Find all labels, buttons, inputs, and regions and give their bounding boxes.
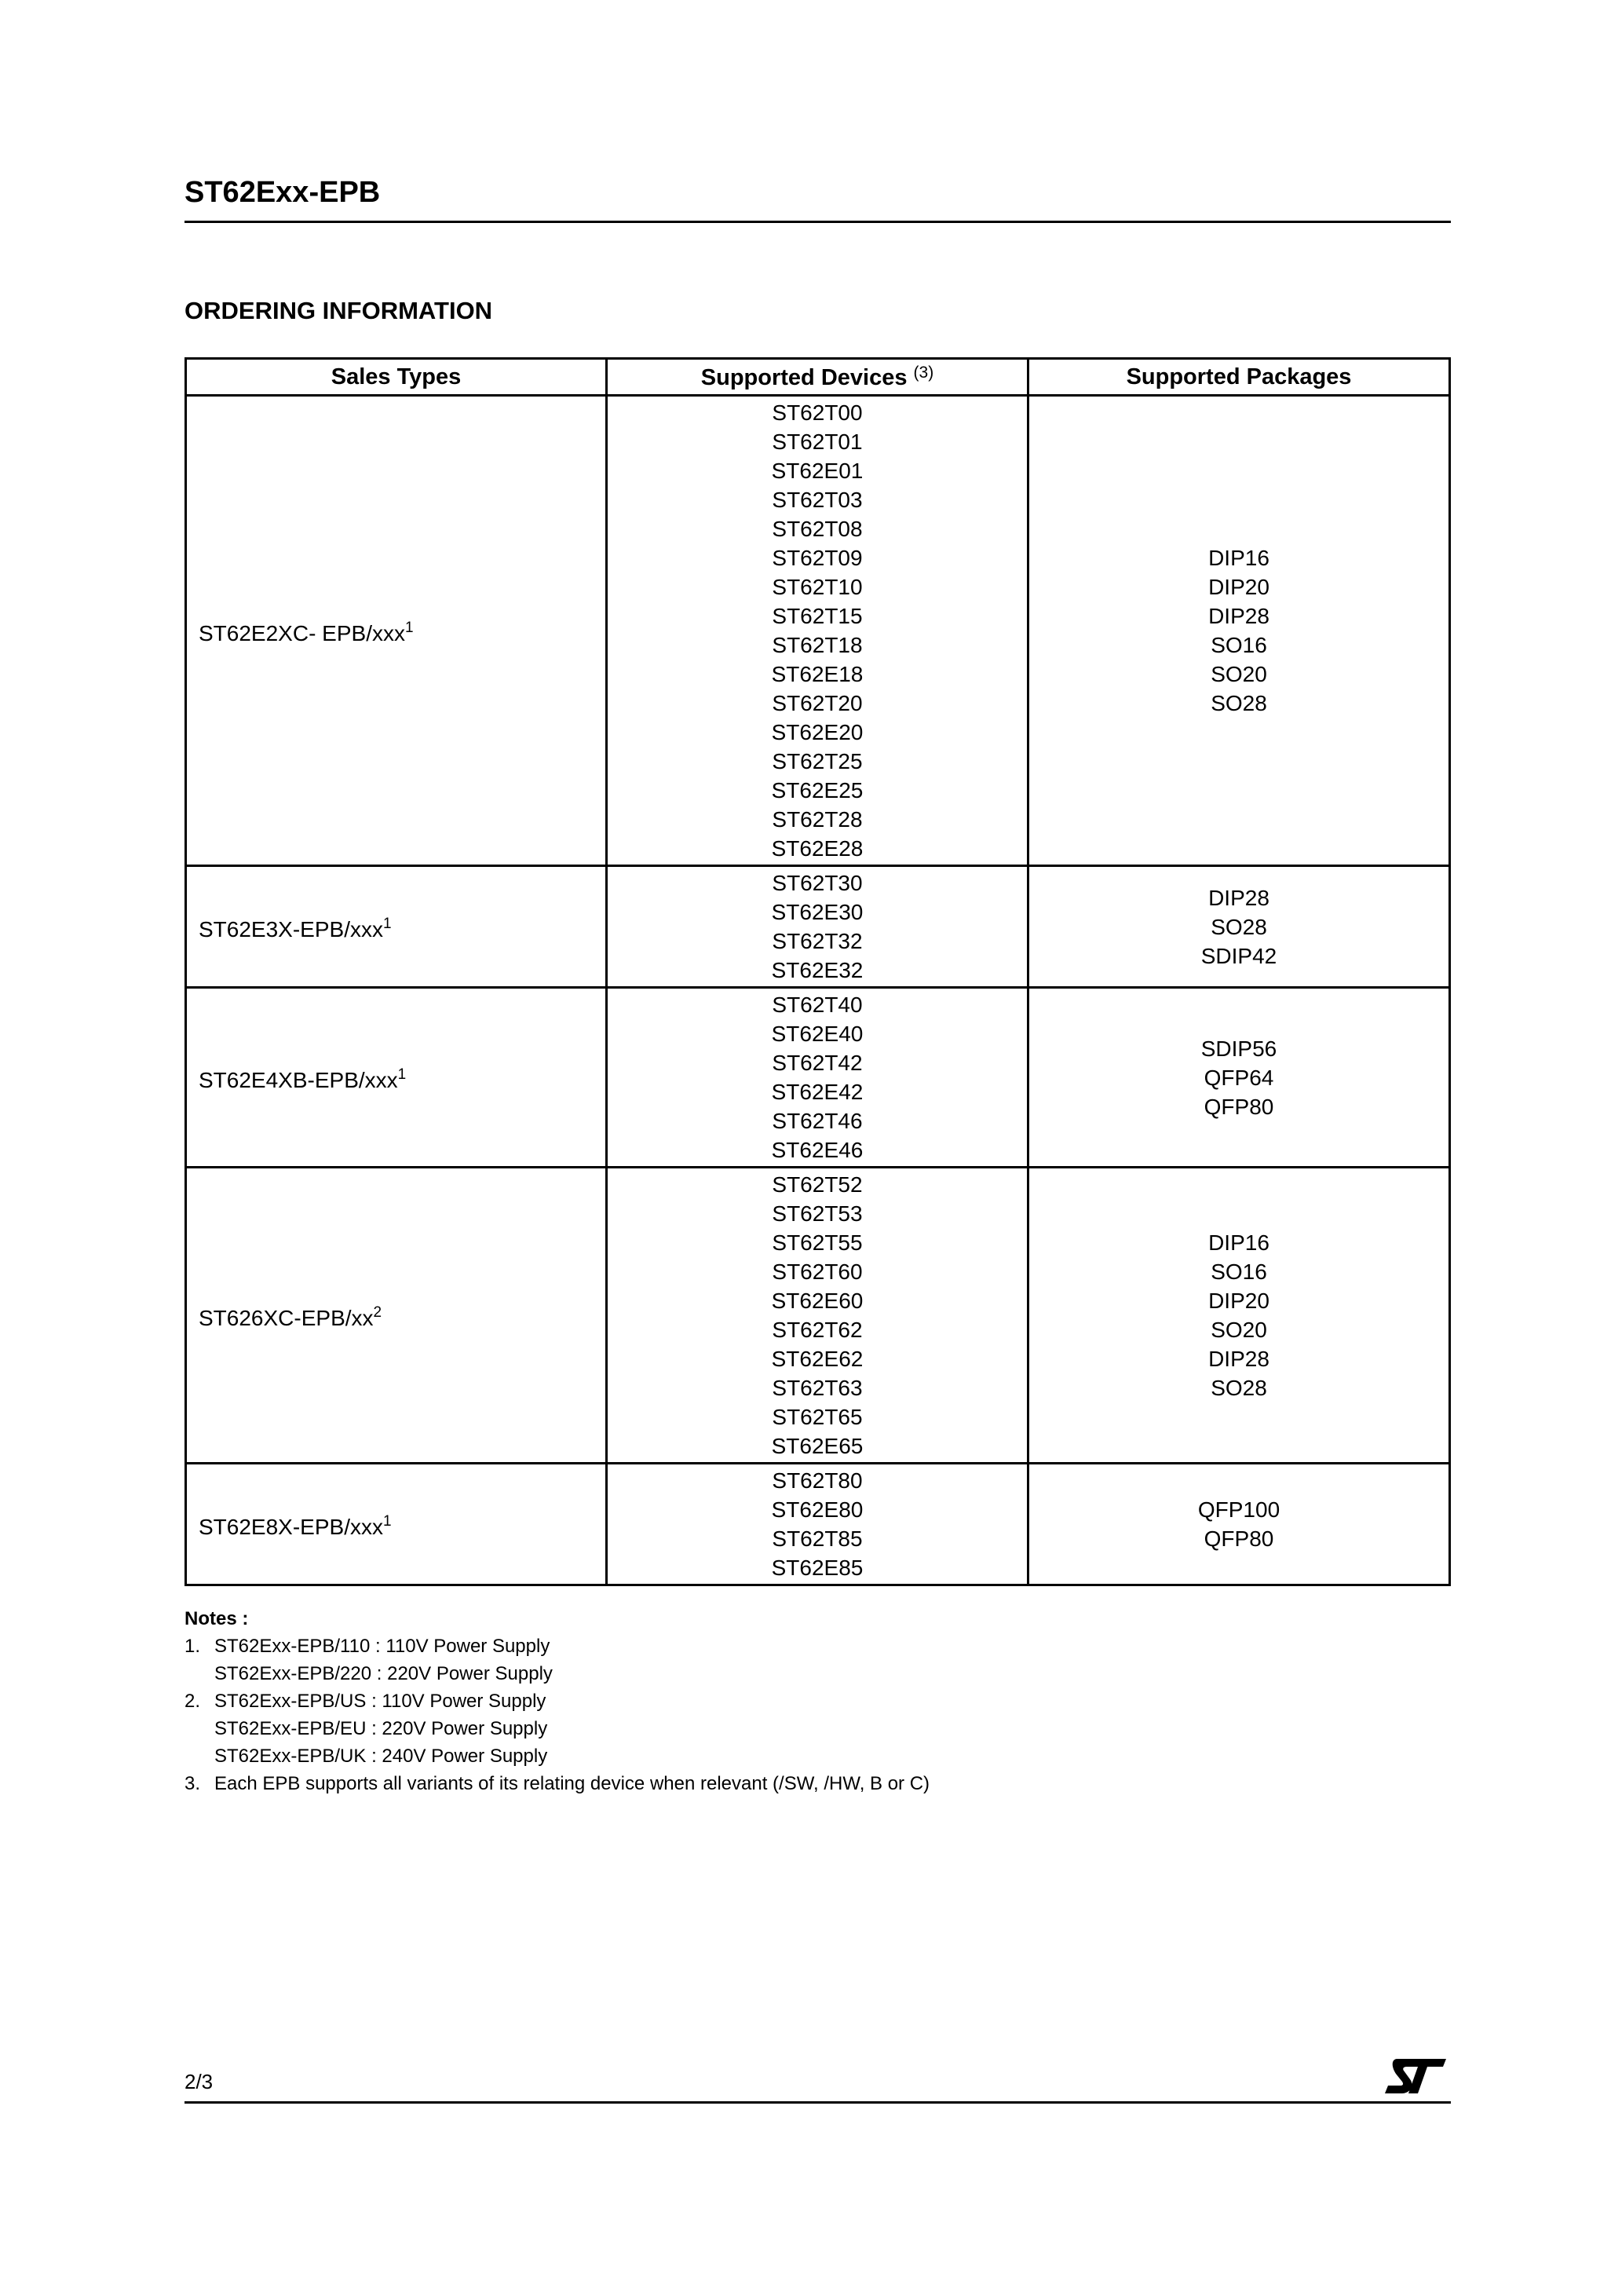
device-item: ST62E25 <box>771 778 864 803</box>
device-item: ST62E42 <box>771 1080 864 1104</box>
table-row <box>186 866 1450 988</box>
device-item: ST62T63 <box>772 1376 863 1400</box>
device-item: ST62E32 <box>771 958 864 982</box>
table-row <box>186 988 1450 1168</box>
column-header-label: Sales Types <box>331 364 462 389</box>
device-item: ST62T09 <box>772 546 863 570</box>
note-line <box>184 1715 930 1742</box>
device-item: ST62T28 <box>772 807 863 832</box>
package-item: SO28 <box>1211 691 1267 715</box>
notes-list <box>184 1632 930 1797</box>
table-row <box>186 396 1450 866</box>
page-number: 2/3 <box>184 2070 214 2093</box>
sales-type-cell <box>186 396 607 866</box>
note-line <box>184 1687 930 1715</box>
package-item: SO16 <box>1211 633 1267 657</box>
device-item: ST62T53 <box>772 1201 863 1226</box>
device-item: ST62E62 <box>771 1347 864 1371</box>
table-header-row <box>186 359 1450 396</box>
header-divider <box>184 221 1451 223</box>
package-item: DIP28 <box>1208 1347 1269 1371</box>
package-item: QFP80 <box>1204 1526 1274 1551</box>
footnote-ref: (3) <box>913 363 934 382</box>
device-item: ST62E65 <box>771 1434 864 1458</box>
supported-devices-cell <box>607 866 1028 988</box>
supported-devices-cell <box>607 1464 1028 1585</box>
document-title: ST62Exx-EPB <box>184 176 381 209</box>
device-item: ST62E40 <box>771 1022 864 1046</box>
device-item: ST62T52 <box>772 1172 863 1197</box>
note-text: Each EPB supports all variants of its relating device when relevant (/SW, /HW, B or C) <box>214 1773 930 1794</box>
device-item: ST62T25 <box>772 749 863 773</box>
note-text: ST62Exx-EPB/US : 110V Power Supply <box>214 1691 546 1712</box>
device-item: ST62T01 <box>772 430 863 454</box>
device-item: ST62E20 <box>771 720 864 744</box>
supported-packages-cell <box>1028 988 1450 1168</box>
device-item: ST62T85 <box>772 1526 863 1551</box>
device-item: ST62T18 <box>772 633 863 657</box>
device-item: ST62E85 <box>771 1556 864 1580</box>
device-item: ST62T46 <box>772 1109 863 1133</box>
package-item: DIP28 <box>1208 885 1269 910</box>
note-number: 1. <box>184 1636 201 1657</box>
sales-type-cell <box>186 1464 607 1585</box>
st-logo-icon <box>1383 2054 1449 2098</box>
supported-packages-cell <box>1028 866 1450 988</box>
sales-type-label: ST62E8X-EPB/xxx <box>199 1515 383 1539</box>
package-item: DIP16 <box>1208 546 1269 570</box>
device-item: ST62E80 <box>771 1497 864 1522</box>
package-item: SDIP42 <box>1200 943 1277 968</box>
footer-divider <box>184 2101 1451 2104</box>
supported-packages-cell <box>1028 1168 1450 1464</box>
package-item: SO16 <box>1211 1260 1267 1284</box>
notes-title: Notes : <box>184 1608 249 1629</box>
sales-type-label: ST626XC-EPB/xx <box>199 1306 374 1330</box>
device-item: ST62T00 <box>772 400 863 425</box>
footnote-ref: 2 <box>373 1304 382 1321</box>
device-item: ST62T30 <box>772 871 863 895</box>
table-row <box>186 1168 1450 1464</box>
device-item: ST62E60 <box>771 1289 864 1313</box>
note-line <box>184 1770 930 1797</box>
sales-type-cell <box>186 1168 607 1464</box>
note-line <box>184 1742 930 1770</box>
device-item: ST62T65 <box>772 1405 863 1429</box>
device-item: ST62T20 <box>772 691 863 715</box>
note-number: 3. <box>184 1773 201 1794</box>
note-text: ST62Exx-EPB/110 : 110V Power Supply <box>214 1636 550 1657</box>
footnote-ref: 1 <box>382 916 392 932</box>
note-text: ST62Exx-EPB/EU : 220V Power Supply <box>214 1718 548 1739</box>
device-item: ST62T40 <box>772 993 863 1017</box>
package-item: DIP20 <box>1208 1289 1269 1313</box>
column-header-label: Supported Devices <box>700 364 908 390</box>
package-item: DIP16 <box>1208 1230 1269 1255</box>
device-item: ST62T10 <box>772 575 863 599</box>
package-item: DIP28 <box>1208 604 1269 628</box>
column-header-sales-types <box>186 359 607 396</box>
package-item: QFP64 <box>1204 1065 1274 1090</box>
note-text: ST62Exx-EPB/UK : 240V Power Supply <box>214 1746 548 1767</box>
sales-type-label: ST62E2XC- EPB/xxx <box>199 621 405 645</box>
sales-type-cell <box>186 988 607 1168</box>
sales-type-cell <box>186 866 607 988</box>
device-item: ST62T55 <box>772 1230 863 1255</box>
package-item: SO20 <box>1211 1318 1267 1342</box>
device-item: ST62T32 <box>772 929 863 953</box>
table-row <box>186 1464 1450 1585</box>
footnote-ref: 1 <box>404 620 414 636</box>
device-item: ST62E18 <box>771 662 864 686</box>
device-item: ST62T03 <box>772 488 863 512</box>
column-header-supported-packages <box>1028 359 1450 396</box>
note-line <box>184 1632 930 1660</box>
package-item: DIP20 <box>1208 575 1269 599</box>
supported-devices-cell <box>607 396 1028 866</box>
device-item: ST62T42 <box>772 1051 863 1075</box>
note-number: 2. <box>184 1691 201 1712</box>
package-item: QFP100 <box>1197 1497 1280 1522</box>
device-item: ST62T08 <box>772 517 863 541</box>
device-item: ST62E46 <box>771 1138 864 1162</box>
supported-devices-cell <box>607 988 1028 1168</box>
section-title: ORDERING INFORMATION <box>184 297 493 324</box>
device-item: ST62E28 <box>771 836 864 861</box>
device-item: ST62E01 <box>771 459 864 483</box>
package-item: SO28 <box>1211 1376 1267 1400</box>
note-line <box>184 1660 930 1687</box>
column-header-supported-devices <box>607 359 1028 396</box>
column-header-label: Supported Packages <box>1126 364 1352 389</box>
sales-type-label: ST62E3X-EPB/xxx <box>199 917 383 941</box>
device-item: ST62E30 <box>771 900 864 924</box>
supported-packages-cell <box>1028 1464 1450 1585</box>
supported-packages-cell <box>1028 396 1450 866</box>
package-item: SO28 <box>1211 914 1267 939</box>
package-item: SDIP56 <box>1200 1036 1277 1061</box>
device-item: ST62T80 <box>772 1468 863 1493</box>
device-item: ST62T15 <box>772 604 863 628</box>
footnote-ref: 1 <box>382 1513 392 1530</box>
sales-type-label: ST62E4XB-EPB/xxx <box>199 1068 398 1092</box>
package-item: SO20 <box>1211 662 1267 686</box>
package-item: QFP80 <box>1204 1094 1274 1119</box>
device-item: ST62T62 <box>772 1318 863 1342</box>
device-item: ST62T60 <box>772 1260 863 1284</box>
supported-devices-cell <box>607 1168 1028 1464</box>
notes-section <box>184 1605 930 1797</box>
note-text: ST62Exx-EPB/220 : 220V Power Supply <box>214 1663 553 1684</box>
ordering-information-table <box>184 357 1451 1586</box>
table-body <box>186 396 1450 1585</box>
footnote-ref: 1 <box>397 1066 407 1083</box>
